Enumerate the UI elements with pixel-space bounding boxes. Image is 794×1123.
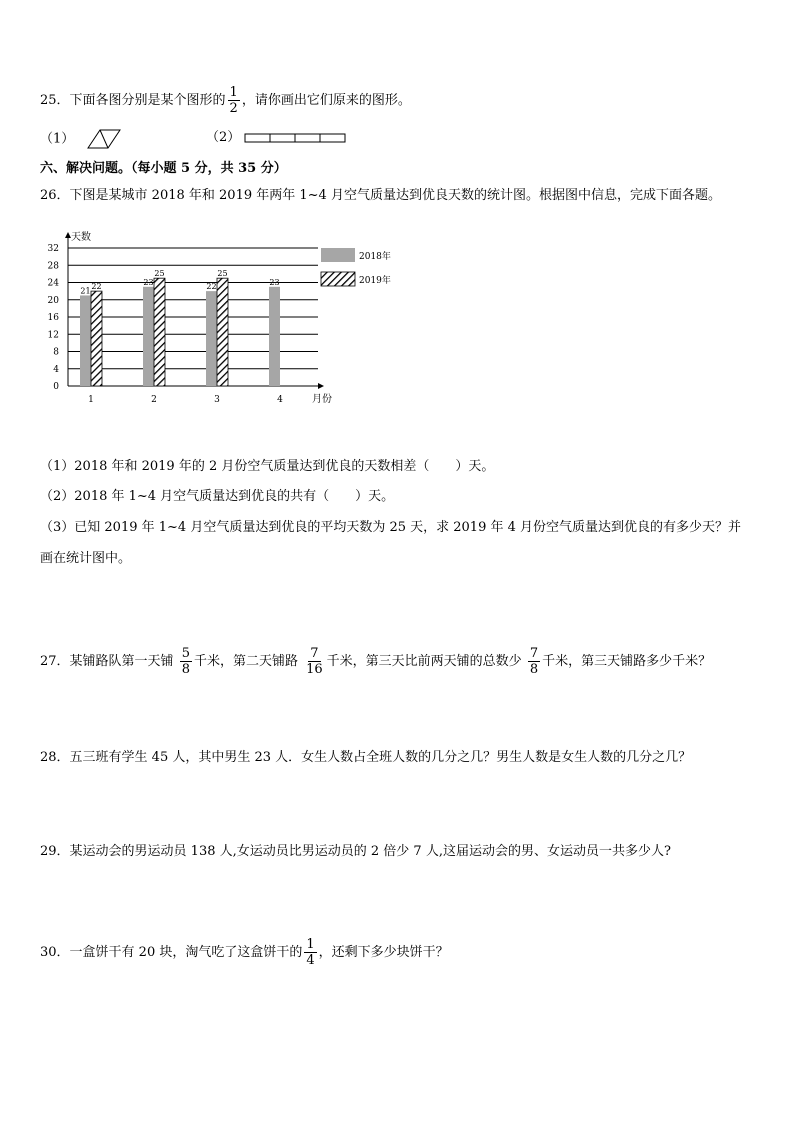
- chart-grid: [65, 232, 324, 389]
- q27-text-d: 千米，第三天铺路多少千米？: [542, 654, 712, 669]
- q27-text-b: 千米，第二天铺路: [193, 654, 298, 669]
- q30-frac-num: 1: [306, 937, 315, 952]
- q30-line: [40, 938, 449, 967]
- q27-fraction-2: [304, 647, 325, 676]
- y-tick-4: 4: [53, 364, 59, 375]
- q28-text: 28．五三班有学生 45 人，其中男生 23 人．女生人数占全班人数的几分之几？男生人数是女生人数的几分之几？: [40, 750, 692, 765]
- q25-rectangle-strip-figure: [244, 131, 348, 145]
- q27-line: [40, 647, 711, 676]
- bar-2019年-3: [217, 278, 228, 386]
- legend-label-2018年: 2018年: [359, 252, 391, 262]
- q25-parallelogram-figure: [78, 128, 122, 150]
- y-tick-labels: [48, 244, 60, 392]
- q27-f2-num: 7: [310, 646, 319, 661]
- data-label-2018年-3: 22: [206, 282, 217, 292]
- x-tick-2: 2: [151, 395, 157, 405]
- x-tick-3: 3: [214, 395, 220, 405]
- y-tick-20: 20: [47, 295, 59, 306]
- section-6-heading: 六、解决问题。（每小题 5 分，共 35 分）: [40, 161, 287, 176]
- q26-text: 26．下图是某城市 2018 年和 2019 年两年 1~4 月空气质量达到优良天数的统计图。根据图中信息，完成下面各题。: [40, 188, 721, 203]
- q25-frac-num: 1: [229, 85, 238, 100]
- y-tick-32: 32: [47, 244, 59, 254]
- y-tick-8: 8: [53, 347, 59, 358]
- data-label-2018年-1: 21: [80, 286, 91, 296]
- q25-label-2: （2）: [206, 130, 241, 145]
- data-label-2019年-1: 22: [91, 282, 102, 292]
- bar-2018年-4: [269, 287, 280, 386]
- q25-text-b: ，请你画出它们原来的图形。: [241, 93, 411, 108]
- bar-2018年-3: [206, 291, 217, 386]
- bar-chart: [40, 226, 400, 412]
- legend-label-2019年: 2019年: [359, 276, 391, 286]
- q25-fraction: [228, 86, 240, 115]
- q29-text: 29．某运动会的男运动员 138 人,女运动员比男运动员的 2 倍少 7 人,这届运动会的男、女运动员一共多少人?: [40, 844, 671, 859]
- q27-f3-num: 7: [529, 646, 539, 661]
- x-tick-1: 1: [88, 395, 94, 405]
- q26-sub3-a: （3）已知 2019 年 1~4 月空气质量达到优良的平均天数为 25 天，求 2019 年 4 月份空气质量达到优良的有多少天？并: [40, 520, 742, 535]
- data-label-2019年-2: 25: [154, 269, 165, 279]
- y-tick-16: 16: [47, 313, 59, 323]
- q26-sub2: （2）2018 年 1~4 月空气质量达到优良的共有（ ）天。: [40, 489, 395, 504]
- q25-text-a: 25．下面各图分别是某个图形的: [40, 93, 226, 108]
- q27-text-c: 千米，第三天比前两天铺的总数少: [326, 654, 522, 669]
- legend-swatch-2019年: [321, 272, 355, 286]
- q30-frac-den: 4: [306, 953, 315, 968]
- q25-label-1: （1）: [40, 131, 75, 147]
- y-tick-0: 0: [53, 382, 59, 392]
- q25-figures-row-2: [206, 128, 348, 148]
- bar-2019年-1: [91, 291, 102, 386]
- q27-f3-den: 8: [529, 662, 539, 677]
- bar-2018年-2: [143, 287, 154, 386]
- q25-frac-den: 2: [229, 101, 238, 116]
- q30-text-b: ，还剩下多少块饼干？: [318, 945, 449, 960]
- x-tick-4: 4: [277, 395, 283, 405]
- data-label-2018年-2: 23: [143, 277, 154, 287]
- q25-line: [40, 86, 411, 115]
- q27-f1-num: 5: [181, 646, 190, 661]
- x-tick-labels: [88, 395, 283, 405]
- data-label-2018年-4: 23: [269, 277, 280, 287]
- chart-legend: [321, 248, 391, 286]
- q26-sub1: （1）2018 年和 2019 年的 2 月份空气质量达到优良的天数相差（ ）天。: [40, 459, 495, 474]
- y-tick-24: 24: [47, 278, 59, 289]
- bar-2018年-1: [80, 295, 91, 386]
- data-label-2019年-3: 25: [217, 269, 228, 279]
- legend-swatch-2018年: [321, 248, 355, 262]
- bar-2019年-2: [154, 278, 165, 386]
- x-axis-arrow: [318, 383, 324, 389]
- q26-sub3-b: 画在统计图中。: [40, 551, 132, 566]
- q30-fraction: [304, 938, 316, 967]
- q30-text-a: 30．一盒饼干有 20 块，淘气吃了这盒饼干的: [40, 945, 303, 960]
- y-tick-28: 28: [47, 261, 59, 272]
- q27-text-a: 27．某铺路队第一天铺: [40, 654, 174, 669]
- y-tick-12: 12: [47, 330, 59, 341]
- q25-figures-row: [40, 128, 122, 150]
- q27-fraction-3: [528, 647, 540, 676]
- q27-f1-den: 8: [181, 662, 190, 677]
- q27-fraction-1: [180, 647, 192, 676]
- x-axis-label: 月份: [312, 394, 332, 405]
- y-axis-label: 天数: [71, 232, 91, 243]
- q27-f2-den: 16: [306, 662, 323, 677]
